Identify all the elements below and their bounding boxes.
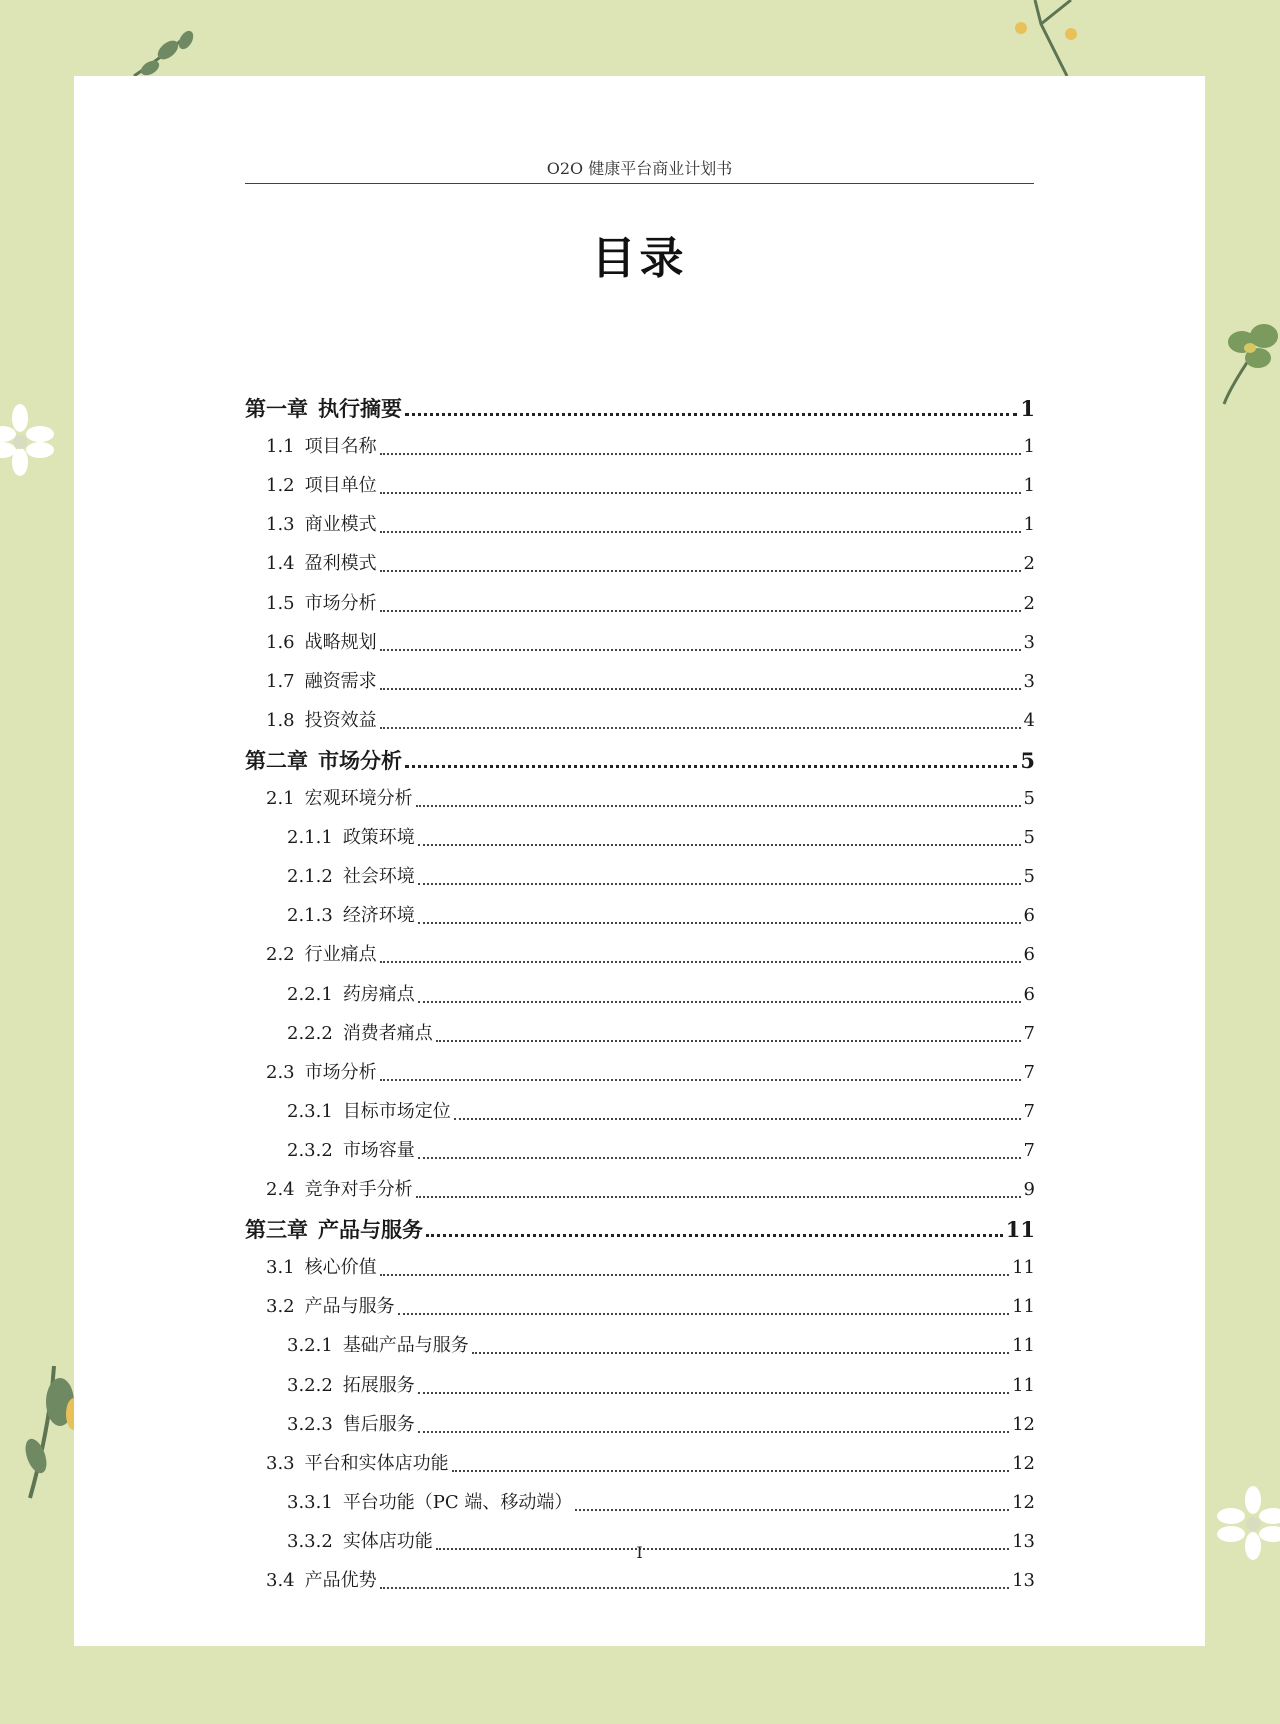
toc-entry-title: 投资效益 [304, 709, 377, 731]
toc-entry[interactable] [245, 823, 1035, 853]
toc-entry-number: 第二章 [245, 747, 308, 773]
toc-entry-number: 2.3 [266, 1061, 295, 1083]
toc-entry-number: 2.3.2 [287, 1139, 333, 1161]
toc-entry-title: 经济环境 [342, 905, 415, 927]
toc-entry[interactable] [245, 667, 1035, 697]
toc-entry-title: 市场容量 [342, 1139, 415, 1161]
toc-entry-page: 6 [1023, 944, 1035, 966]
toc-entry-title: 实体店功能 [342, 1530, 433, 1552]
toc-entry-title: 项目名称 [304, 436, 377, 458]
toc-entry-number: 1.7 [266, 670, 295, 692]
dot-leader [418, 844, 1021, 846]
toc-entry-page: 11 [1012, 1257, 1035, 1279]
toc-entry-title: 产品与服务 [318, 1217, 423, 1243]
dot-leader [436, 1040, 1021, 1042]
toc-entry[interactable] [245, 1488, 1035, 1518]
toc-entry-page: 12 [1012, 1413, 1035, 1435]
toc-entry-page: 5 [1023, 866, 1035, 888]
dot-leader [405, 413, 1017, 416]
toc-entry-title: 市场分析 [318, 747, 402, 773]
toc-entry-number: 第三章 [245, 1217, 308, 1243]
toc-entry[interactable] [245, 1410, 1035, 1440]
toc-entry-number: 1.1 [266, 436, 295, 458]
toc-entry[interactable] [245, 1136, 1035, 1166]
toc-entry-title: 竞争对手分析 [304, 1179, 413, 1200]
toc-entry[interactable] [245, 471, 1035, 501]
toc-entry-number: 1.2 [266, 475, 295, 497]
toc-entry-page: 12 [1012, 1491, 1035, 1513]
toc-entry-number: 2.1.2 [287, 866, 333, 888]
toc-entry-number: 2.2.2 [287, 1022, 333, 1044]
toc-entry[interactable] [245, 1292, 1035, 1322]
toc-entry-number: 3.3.2 [287, 1530, 333, 1552]
toc-entry-page: 1 [1023, 475, 1035, 497]
toc-entry[interactable] [245, 432, 1035, 462]
flower-stem-icon [1005, 0, 1085, 78]
toc-entry-number: 2.2.1 [287, 983, 333, 1005]
dot-leader [380, 1079, 1021, 1081]
toc-entry[interactable] [245, 980, 1035, 1010]
toc-chapter[interactable] [245, 393, 1035, 423]
toc-entry-number: 2.3.1 [287, 1100, 333, 1122]
toc-entry-title: 盈利模式 [304, 553, 377, 575]
toc-entry-page: 13 [1012, 1530, 1035, 1552]
running-header: O2O 健康平台商业计划书 [245, 156, 1034, 184]
toc-entry[interactable] [245, 901, 1035, 931]
toc-entry-number: 2.1.3 [287, 905, 333, 927]
dot-leader [418, 1431, 1009, 1433]
toc-entry[interactable] [245, 1097, 1035, 1127]
dot-leader [418, 922, 1021, 924]
toc-entry-title: 拓展服务 [342, 1374, 415, 1396]
toc-entry-page: 12 [1012, 1452, 1035, 1474]
dot-leader [418, 883, 1021, 885]
toc-entry-number: 2.1 [266, 788, 295, 809]
toc-entry-number: 3.2.3 [287, 1413, 333, 1435]
toc-entry[interactable] [245, 549, 1035, 579]
toc-entry-page: 2 [1023, 592, 1035, 614]
toc-entry-number: 3.2.1 [287, 1335, 333, 1357]
toc-entry[interactable] [245, 1566, 1035, 1596]
toc-entry[interactable] [245, 1449, 1035, 1479]
toc-entry-number: 3.3.1 [287, 1491, 333, 1513]
toc-entry[interactable] [245, 628, 1035, 658]
toc-entry-title: 核心价值 [304, 1257, 377, 1279]
toc-entry-number: 3.3 [266, 1452, 295, 1474]
toc-entry[interactable] [245, 784, 1035, 814]
toc-entry-number: 3.1 [266, 1257, 295, 1279]
dot-leader [380, 492, 1021, 494]
toc-entry-title: 基础产品与服务 [342, 1335, 469, 1357]
toc-entry[interactable] [245, 1175, 1035, 1205]
page-number: I [636, 1543, 643, 1562]
toc-entry-page: 13 [1012, 1570, 1035, 1591]
toc-entry-title: 执行摘要 [318, 396, 402, 421]
clover-icon [1220, 318, 1280, 408]
toc-entry-page: 1 [1023, 514, 1035, 536]
toc-entry[interactable] [245, 862, 1035, 892]
leaf-sprig-icon [128, 30, 200, 80]
toc-entry-page: 7 [1023, 1061, 1035, 1083]
toc-entry-title: 市场分析 [304, 1061, 377, 1083]
dot-leader [418, 1392, 1009, 1394]
toc-entry-title: 市场分析 [304, 592, 377, 614]
leaf-branch-icon [22, 1366, 82, 1502]
toc-entry-number: 3.4 [266, 1570, 295, 1591]
toc-entry-number: 2.2 [266, 944, 295, 966]
dot-leader [380, 531, 1021, 533]
document-page [74, 76, 1205, 1646]
toc-entry[interactable] [245, 1371, 1035, 1401]
toc-entry-page: 6 [1023, 983, 1035, 1005]
toc-entry-page: 11 [1012, 1296, 1035, 1318]
toc-entry-title: 战略规划 [304, 631, 377, 653]
toc-entry-title: 项目单位 [304, 475, 377, 497]
dot-leader [398, 1313, 1009, 1315]
dot-leader [416, 805, 1021, 807]
toc-entry[interactable] [245, 510, 1035, 540]
toc-entry-number: 3.2 [266, 1296, 295, 1318]
toc-entry[interactable] [245, 940, 1035, 970]
toc-entry[interactable] [245, 1253, 1035, 1283]
dot-leader [380, 688, 1021, 690]
toc-entry-page: 3 [1023, 670, 1035, 692]
dot-leader [380, 961, 1021, 963]
dot-leader [454, 1118, 1021, 1120]
dot-leader [380, 1587, 1009, 1589]
toc-entry-title: 药房痛点 [342, 983, 415, 1005]
toc-entry-number: 1.8 [266, 709, 295, 731]
dot-leader [575, 1509, 1009, 1511]
daisy-icon [0, 404, 56, 476]
toc-entry-title: 售后服务 [342, 1413, 415, 1435]
toc-entry[interactable] [245, 706, 1035, 736]
page-title: 目录 [591, 233, 688, 284]
dot-leader [380, 649, 1021, 651]
toc-entry-page: 2 [1023, 553, 1035, 575]
toc-chapter[interactable] [245, 745, 1035, 775]
dot-leader [418, 1001, 1021, 1003]
dot-leader [380, 453, 1021, 455]
toc-entry-title: 行业痛点 [304, 944, 377, 966]
toc-entry-title: 产品与服务 [304, 1296, 395, 1318]
toc-entry-number: 1.5 [266, 592, 295, 614]
toc-entry-title: 政策环境 [342, 827, 415, 849]
toc-entry-page: 1 [1020, 396, 1035, 421]
toc-entry-number: 第一章 [245, 396, 308, 421]
dot-leader [472, 1352, 1009, 1354]
toc-entry-page: 11 [1012, 1374, 1035, 1396]
dot-leader [380, 1274, 1009, 1276]
dot-leader [452, 1470, 1009, 1472]
daisy-icon [1215, 1486, 1280, 1560]
dot-leader [418, 1157, 1021, 1159]
toc-entry-number: 2.1.1 [287, 827, 333, 849]
toc-entry-page: 1 [1023, 436, 1035, 458]
toc-entry[interactable] [245, 1019, 1035, 1049]
toc-entry-title: 宏观环境分析 [304, 788, 413, 809]
dot-leader [380, 727, 1021, 729]
dot-leader [380, 610, 1021, 612]
toc-entry-title: 目标市场定位 [342, 1100, 451, 1122]
toc-entry-number: 1.6 [266, 631, 295, 653]
dot-leader [416, 1196, 1021, 1198]
toc-entry-title: 平台功能（PC 端、移动端） [342, 1491, 573, 1513]
toc-entry-title: 消费者痛点 [342, 1022, 433, 1044]
toc-entry-page: 5 [1023, 788, 1035, 809]
toc-entry-title: 平台和实体店功能 [304, 1452, 449, 1474]
toc-entry-page: 11 [1005, 1217, 1035, 1243]
toc-entry-page: 7 [1023, 1139, 1035, 1161]
toc-entry-title: 融资需求 [304, 670, 377, 692]
toc-entry[interactable] [245, 1331, 1035, 1361]
toc-entry-page: 9 [1023, 1179, 1035, 1200]
toc-entry-number: 1.3 [266, 514, 295, 536]
toc-entry-page: 6 [1023, 905, 1035, 927]
toc-entry-page: 5 [1023, 827, 1035, 849]
toc-entry[interactable] [245, 589, 1035, 619]
toc-entry-page: 7 [1023, 1100, 1035, 1122]
dot-leader [380, 570, 1021, 572]
toc-entry-title: 商业模式 [304, 514, 377, 536]
toc-entry-page: 11 [1012, 1335, 1035, 1357]
toc-entry-number: 2.4 [266, 1179, 295, 1200]
toc-entry-number: 3.2.2 [287, 1374, 333, 1396]
toc-entry-page: 7 [1023, 1022, 1035, 1044]
toc-chapter[interactable] [245, 1214, 1035, 1244]
toc-entry-page: 5 [1020, 747, 1035, 773]
toc-entry-page: 4 [1023, 709, 1035, 731]
toc-entry[interactable] [245, 1058, 1035, 1088]
toc-entry-title: 产品优势 [304, 1570, 377, 1591]
toc-entry-title: 社会环境 [342, 866, 415, 888]
toc-entry-page: 3 [1023, 631, 1035, 653]
dot-leader [405, 765, 1017, 768]
toc-entry-number: 1.4 [266, 553, 295, 575]
dot-leader [426, 1234, 1003, 1237]
